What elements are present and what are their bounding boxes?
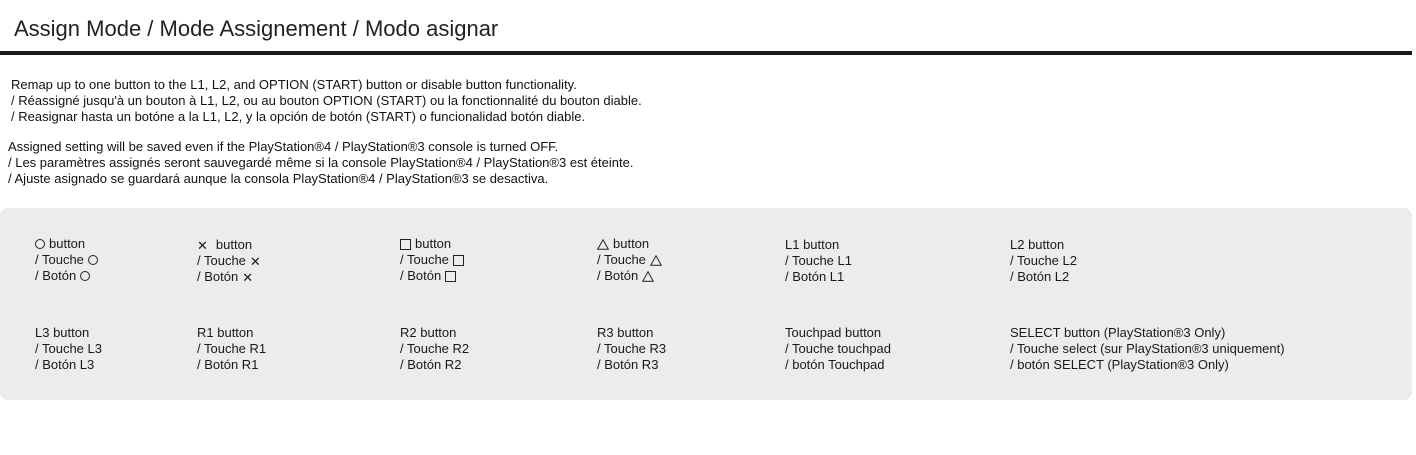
triangle-button-item: button / Touche / Botón	[597, 236, 662, 284]
cross-icon: ✕	[242, 269, 254, 285]
circle-icon	[35, 239, 45, 249]
square-button-item: button / Touche / Botón	[400, 236, 464, 284]
select-button-item: SELECT button (PlayStation®3 Only) / Touche select (sur PlayStation®3 uniquement) / botón SELECT (PlayStation®3 Only)	[1010, 325, 1285, 372]
remap-line-es: / Reasignar hasta un botóne a la L1, L2, y la opción de botón (START) o funcionalidad botón diable.	[11, 109, 586, 124]
remap-line-fr: / Réassigné jusqu'à un bouton à L1, L2, ou au bouton OPTION (START) ou la fonctionnalité du bouton diable.	[11, 93, 642, 108]
circle-icon	[88, 255, 98, 265]
saved-line-en: Assigned setting will be saved even if the PlayStation®4 / PlayStation®3 console is turned OFF.	[8, 139, 559, 154]
header-divider	[0, 51, 1412, 55]
square-icon	[445, 271, 456, 282]
triangle-icon	[597, 239, 609, 250]
r3-button-item: R3 button / Touche R3 / Botón R3	[597, 325, 667, 372]
cross-icon: ✕	[197, 237, 208, 253]
saved-description	[8, 139, 633, 187]
saved-line-fr: / Les paramètres assignés seront sauvegardé même si la console PlayStation®4 / PlayStation®3 est éteinte.	[8, 155, 634, 170]
button-list-panel	[0, 208, 1412, 400]
triangle-icon	[650, 255, 662, 266]
circle-button-item: button / Touche / Botón	[35, 236, 98, 284]
r1-button-item: R1 button / Touche R1 / Botón R1	[197, 325, 267, 372]
l3-button-item: L3 button / Touche L3 / Botón L3	[35, 325, 102, 372]
circle-icon	[80, 271, 90, 281]
cross-button-item: ✕ button / Touche ✕ / Botón ✕	[197, 237, 261, 285]
remap-line-en: Remap up to one button to the L1, L2, and OPTION (START) button or disable button functionality.	[11, 77, 577, 92]
saved-line-es: / Ajuste asignado se guardará aunque la consola PlayStation®4 / PlayStation®3 se desactiva.	[8, 171, 549, 186]
touchpad-button-item: Touchpad button / Touche touchpad / botón Touchpad	[785, 325, 892, 372]
l2-button-item: L2 button / Touche L2 / Botón L2	[1010, 237, 1077, 284]
r2-button-item: R2 button / Touche R2 / Botón R2	[400, 325, 470, 372]
remap-description	[8, 77, 642, 125]
square-icon	[400, 239, 411, 250]
triangle-icon	[642, 271, 654, 282]
cross-icon: ✕	[249, 253, 261, 269]
l1-button-item: L1 button / Touche L1 / Botón L1	[785, 237, 852, 284]
page-title: Assign Mode / Mode Assignement / Modo asignar	[14, 16, 499, 41]
square-icon	[453, 255, 464, 266]
